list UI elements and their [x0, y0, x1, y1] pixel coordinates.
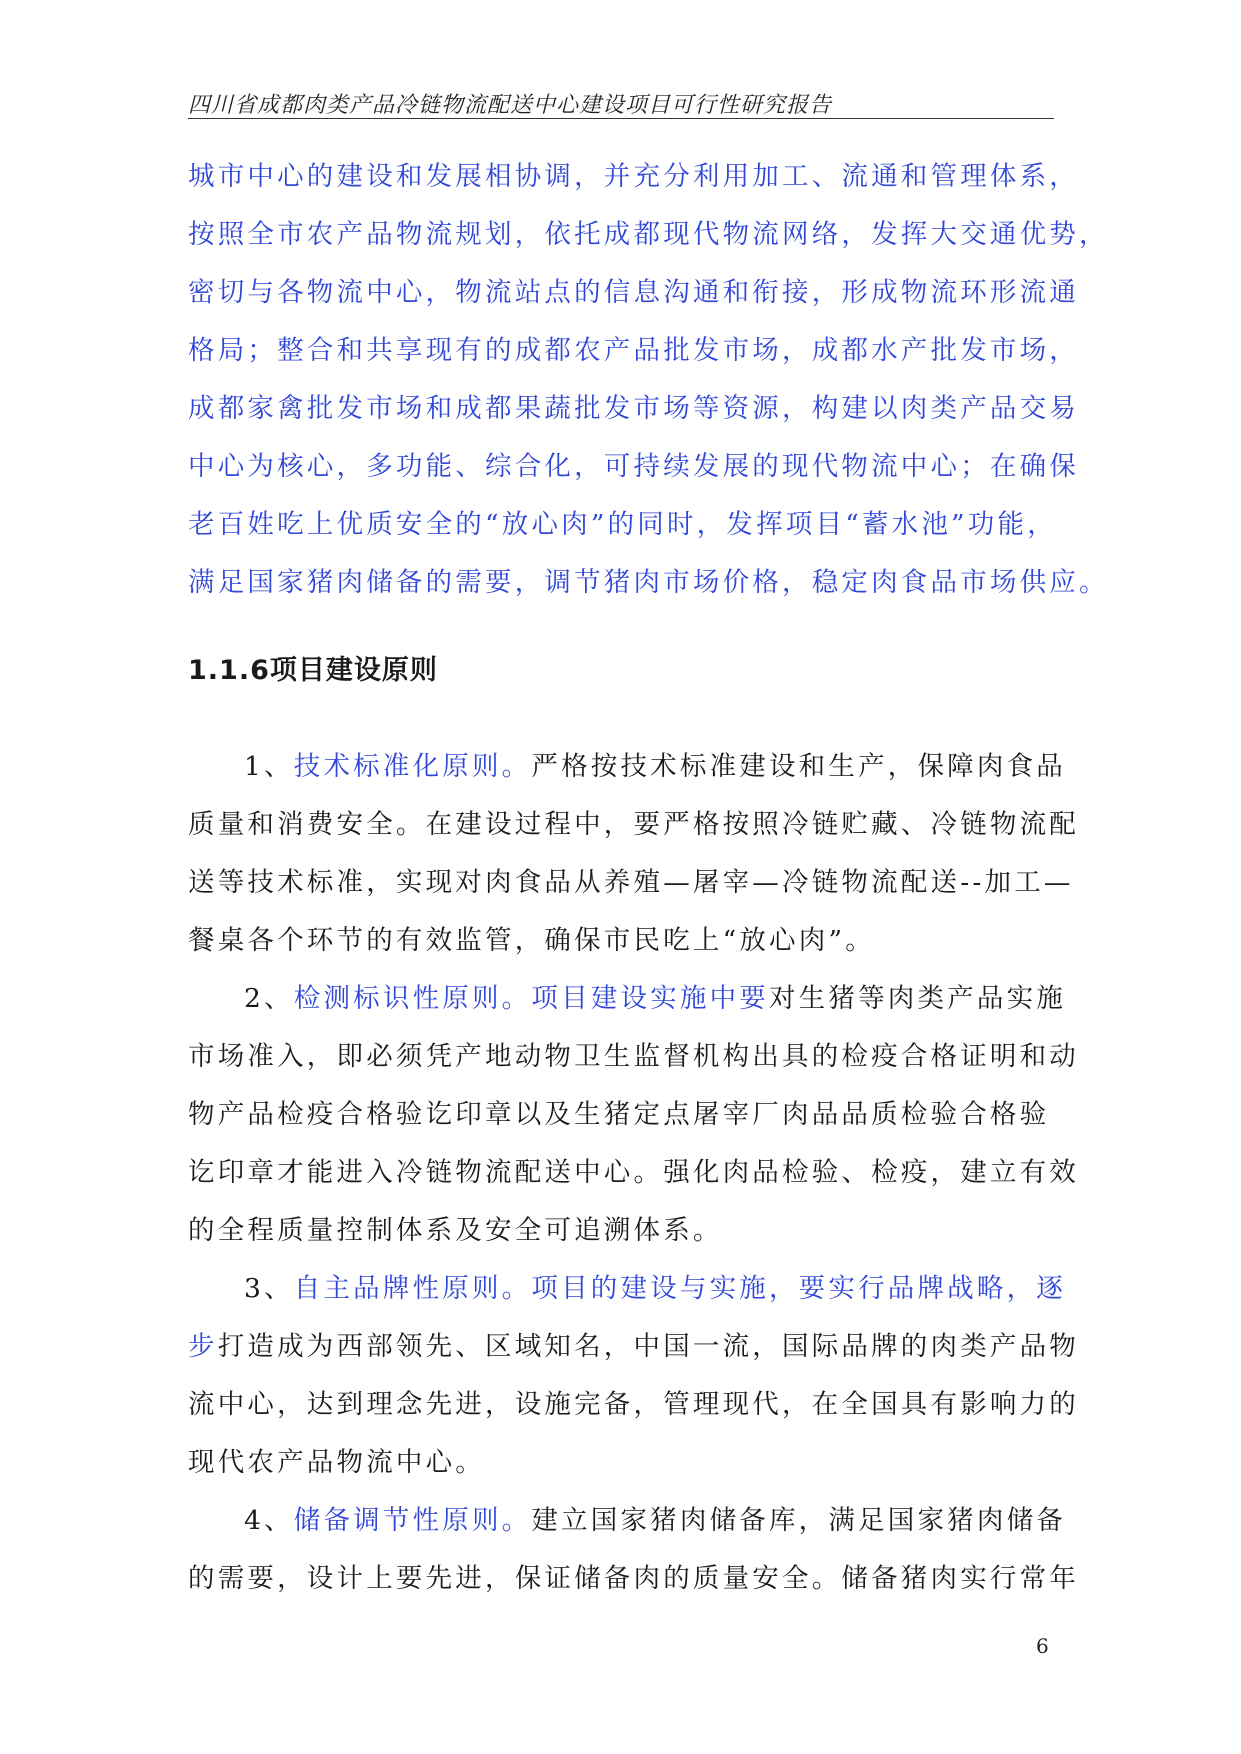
text-line: 物产品检疫合格验讫印章以及生猪定点屠宰厂肉品品质检验合格验	[188, 1099, 1050, 1130]
text-span: 严格按技术标准建设和生产，保障肉食品	[531, 751, 1066, 782]
text-line	[188, 1318, 1080, 1376]
text-line: 按照全市农产品物流规划，依托成都现代物流网络，发挥大交通优势，	[188, 219, 1109, 250]
text-line: 送等技术标准，实现对肉食品从养殖—屠宰—冷链物流配送--加工—	[188, 867, 1074, 898]
text-span: 步	[188, 1331, 218, 1362]
intro-paragraph	[188, 148, 1109, 612]
text-span: 建立国家猪肉储备库，满足国家猪肉储备	[531, 1505, 1066, 1536]
text-line: 成都家禽批发市场和成都果蔬批发市场等资源，构建以肉类产品交易	[188, 393, 1079, 424]
text-line: 老百姓吃上优质安全的“放心肉”的同时，发挥项目“蓄水池”功能，	[188, 509, 1057, 540]
principle-4-paragraph	[188, 1492, 1079, 1608]
principle-title: 检测标识性原则。项目建设实施中要	[293, 983, 769, 1014]
item-number: 3、	[244, 1273, 294, 1304]
page-content	[188, 148, 1109, 1608]
text-span: 打造成为西部领先、区域知名，中国一流，国际品牌的肉类产品物	[217, 1331, 1080, 1362]
item-number: 4、	[244, 1505, 294, 1536]
text-line	[188, 1492, 1066, 1550]
text-line: 满足国家猪肉储备的需要，调节猪肉市场价格，稳定肉食品市场供应。	[188, 567, 1109, 598]
text-line: 的需要，设计上要先进，保证储备肉的质量安全。储备猪肉实行常年	[188, 1563, 1079, 1594]
principle-2-paragraph	[188, 970, 1079, 1260]
item-number: 2、	[244, 983, 294, 1014]
text-line: 质量和消费安全。在建设过程中，要严格按照冷链贮藏、冷链物流配	[188, 809, 1079, 840]
principle-title: 技术标准化原则。	[293, 751, 532, 782]
document-header: 四川省成都肉类产品冷链物流配送中心建设项目可行性研究报告	[188, 93, 833, 118]
text-line	[188, 970, 1066, 1028]
header-rule	[188, 118, 1054, 119]
principle-title: 储备调节性原则。	[293, 1505, 532, 1536]
text-line: 中心为核心，多功能、综合化，可持续发展的现代物流中心；在确保	[188, 451, 1079, 482]
text-line: 格局；整合和共享现有的成都农产品批发市场，成都水产批发市场，	[188, 335, 1079, 366]
text-line: 讫印章才能进入冷链物流配送中心。强化肉品检验、检疫，建立有效	[188, 1157, 1079, 1188]
section-heading: 1.1.6项目建设原则	[188, 655, 438, 686]
principle-title: 自主品牌性原则。项目的建设与实施，要实行品牌战略，逐	[293, 1273, 1066, 1304]
page-number: 6	[1036, 1634, 1049, 1658]
text-line: 餐桌各个环节的有效监管，确保市民吃上“放心肉”。	[188, 925, 875, 956]
item-number: 1、	[244, 751, 294, 782]
text-line: 密切与各物流中心，物流站点的信息沟通和衔接，形成物流环形流通	[188, 277, 1079, 308]
principle-1-paragraph	[188, 738, 1079, 970]
text-line: 流中心，达到理念先进，设施完备，管理现代，在全国具有影响力的	[188, 1389, 1079, 1420]
text-line: 城市中心的建设和发展相协调，并充分利用加工、流通和管理体系，	[188, 161, 1079, 192]
principle-3-paragraph	[188, 1260, 1080, 1492]
text-span: 对生猪等肉类产品实施	[768, 983, 1066, 1014]
text-line	[188, 738, 1066, 796]
text-line: 市场准入，即必须凭产地动物卫生监督机构出具的检疫合格证明和动	[188, 1041, 1079, 1072]
text-line: 现代农产品物流中心。	[188, 1447, 485, 1478]
text-line	[188, 1260, 1066, 1318]
text-line: 的全程质量控制体系及安全可追溯体系。	[188, 1215, 723, 1246]
